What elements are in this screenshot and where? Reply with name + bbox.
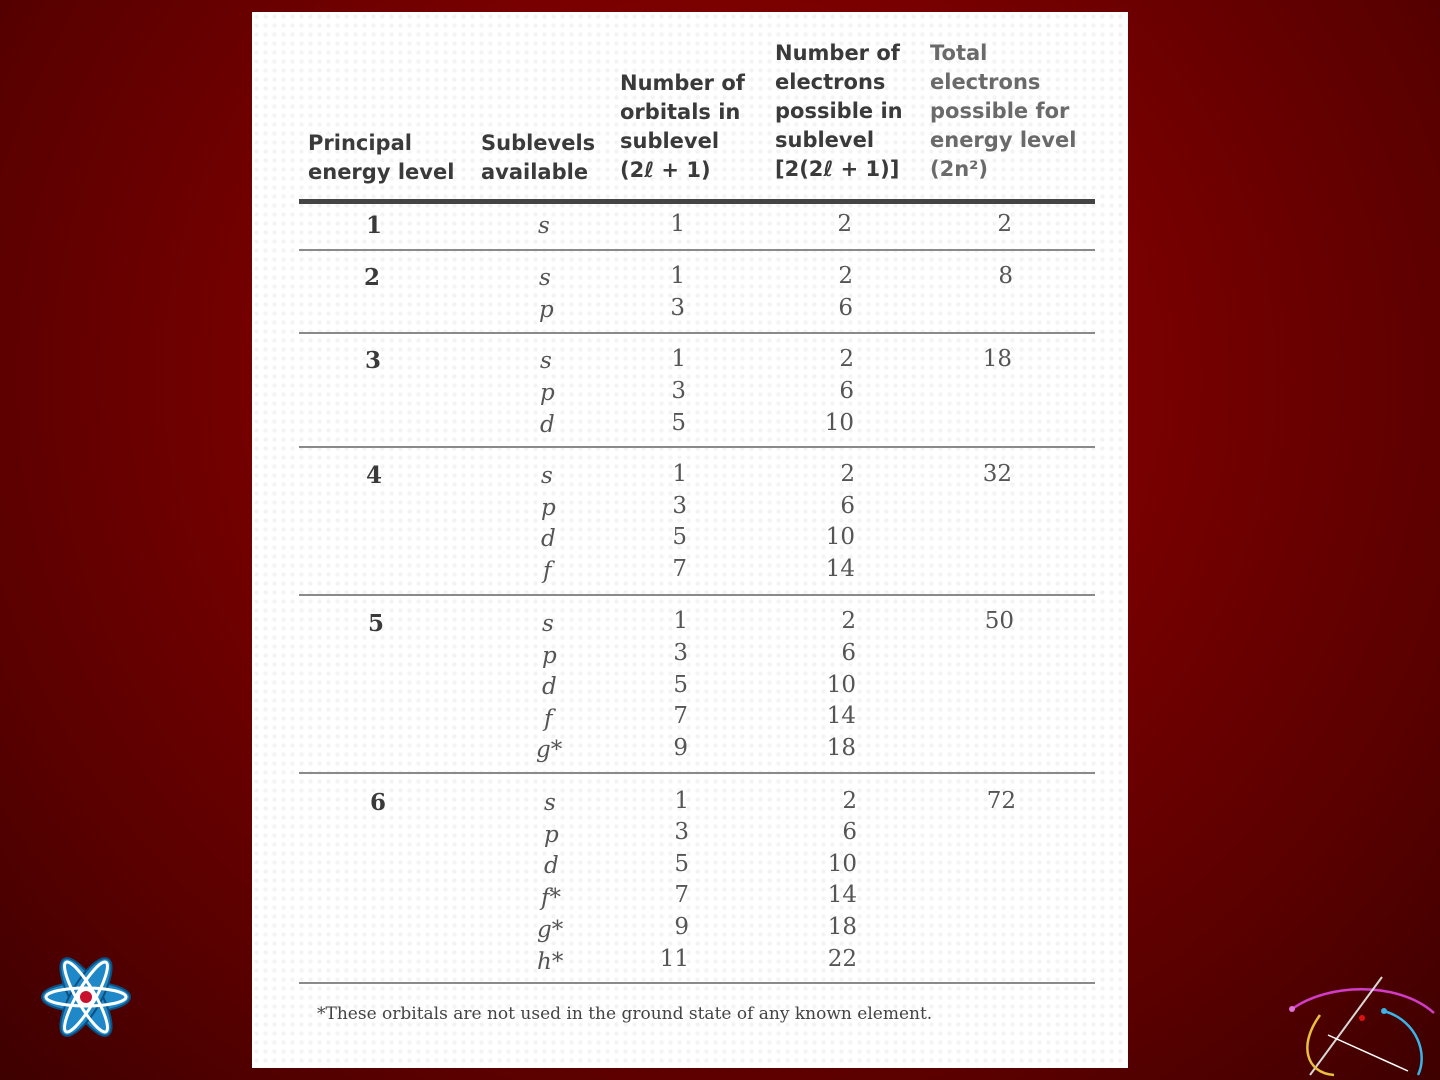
sublevel: p	[539, 297, 554, 323]
total-electrons: 32	[982, 461, 1012, 487]
orbital-count: 7	[673, 703, 688, 729]
electron-count: 10	[824, 410, 854, 436]
header-line: energy level	[308, 160, 455, 184]
electron-count: 2	[840, 461, 855, 487]
orbital-count: 1	[674, 788, 689, 814]
sublevel: f	[543, 558, 552, 584]
header-electrons-in-sublevel	[775, 39, 903, 184]
header-number-of-orbitals	[620, 69, 745, 185]
energy-level: 2	[364, 264, 381, 291]
header-line: possible in	[775, 99, 903, 123]
header-line: available	[481, 160, 589, 184]
electron-count: 18	[826, 735, 856, 761]
sublevel: d	[540, 412, 555, 438]
sublevel: d	[542, 674, 557, 700]
orbital-count: 1	[670, 263, 685, 289]
energy-level: 6	[370, 789, 387, 816]
energy-level: 5	[368, 610, 385, 637]
header-line: Principal	[308, 131, 412, 155]
electron-count: 2	[839, 346, 854, 372]
sublevel: g*	[536, 737, 563, 763]
electron-count: 22	[827, 946, 857, 972]
orbital-count: 11	[659, 946, 689, 972]
orbital-count: 1	[673, 608, 688, 634]
sublevel: f*	[541, 885, 562, 911]
electron-count: 10	[825, 524, 855, 550]
electron-count: 6	[838, 295, 853, 321]
sublevel: g*	[537, 917, 564, 943]
header-line: Sublevels	[481, 131, 596, 155]
energy-level: 1	[366, 212, 383, 239]
total-electrons: 50	[984, 608, 1014, 634]
table-sheet	[252, 12, 1128, 1068]
electron-count: 14	[826, 703, 856, 729]
sublevel: s	[542, 611, 554, 637]
sublevel: h*	[537, 949, 564, 975]
header-line: [2(2ℓ + 1)]	[775, 157, 900, 181]
header-line: sublevel	[620, 129, 720, 153]
header-line: Number of	[620, 71, 745, 95]
orbital-count: 1	[670, 211, 685, 237]
energy-level: 3	[365, 347, 382, 374]
orbital-count: 1	[672, 461, 687, 487]
orbital-count: 3	[671, 378, 686, 404]
header-line: (2n²)	[930, 157, 988, 181]
sublevel: s	[539, 265, 551, 291]
electron-count: 6	[840, 493, 855, 519]
footnote: *These orbitals are not used in the ground state of any known element.	[317, 1004, 933, 1024]
orbital-count: 5	[674, 851, 689, 877]
electron-count: 6	[841, 640, 856, 666]
sublevel: f	[544, 706, 553, 732]
orbital-count: 3	[672, 493, 687, 519]
header-total-electrons	[930, 39, 1076, 184]
electron-count: 6	[842, 819, 857, 845]
atom-icon	[38, 950, 134, 1044]
energy-level: 4	[366, 462, 383, 489]
header-sublevels-available	[481, 129, 595, 187]
sublevel: s	[541, 463, 553, 489]
total-electrons: 2	[997, 211, 1012, 237]
row-separator	[299, 249, 1095, 251]
header-line: electrons	[930, 70, 1041, 94]
orbital-count: 7	[672, 556, 687, 582]
header-line: electrons	[775, 70, 886, 94]
sublevel: p	[541, 495, 556, 521]
orbit-logo-icon	[1288, 975, 1436, 1080]
orbital-count: 3	[673, 640, 688, 666]
sublevel: s	[544, 790, 556, 816]
header-line: energy level	[930, 128, 1077, 152]
row-separator	[299, 332, 1095, 334]
electron-count: 14	[827, 882, 857, 908]
header-line: Number of	[775, 41, 900, 65]
orbital-count: 1	[671, 346, 686, 372]
row-separator	[299, 446, 1095, 448]
orbital-count: 5	[671, 410, 686, 436]
header-line: Total	[930, 41, 988, 65]
sublevel: d	[541, 526, 556, 552]
electron-count: 18	[827, 914, 857, 940]
electron-count: 6	[839, 378, 854, 404]
orbital-count: 5	[673, 672, 688, 698]
total-electrons: 18	[982, 346, 1012, 372]
row-separator	[299, 772, 1095, 774]
orbital-count: 7	[674, 882, 689, 908]
orbital-count: 9	[674, 914, 689, 940]
header-principal-energy-level	[308, 129, 454, 187]
electron-count: 14	[825, 556, 855, 582]
sublevel: s	[538, 213, 550, 239]
header-line: orbitals in	[620, 100, 741, 124]
orbital-count: 3	[674, 819, 689, 845]
header-line: sublevel	[775, 128, 875, 152]
electron-count: 10	[827, 851, 857, 877]
electron-count: 2	[841, 608, 856, 634]
row-separator	[299, 982, 1095, 984]
total-electrons: 72	[986, 788, 1016, 814]
orbital-count: 9	[673, 735, 688, 761]
total-electrons: 8	[998, 263, 1013, 289]
sublevel: p	[542, 643, 557, 669]
header-rule	[299, 199, 1095, 204]
sublevel: p	[540, 380, 555, 406]
sublevel: p	[544, 822, 559, 848]
orbital-count: 5	[672, 524, 687, 550]
electron-count: 2	[838, 263, 853, 289]
sublevel: d	[544, 853, 559, 879]
row-separator	[299, 594, 1095, 596]
sublevel: s	[540, 348, 552, 374]
electron-count: 2	[837, 211, 852, 237]
orbital-count: 3	[670, 295, 685, 321]
electron-count: 10	[826, 672, 856, 698]
header-line: possible for	[930, 99, 1070, 123]
electron-count: 2	[842, 788, 857, 814]
header-line: (2ℓ + 1)	[620, 158, 711, 182]
